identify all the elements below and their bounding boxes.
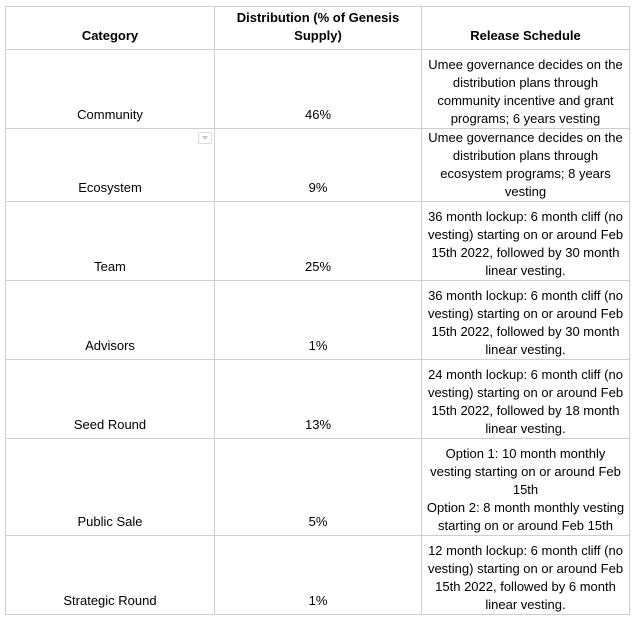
category-cell[interactable]: Seed Round xyxy=(6,360,215,439)
distribution-cell[interactable]: 13% xyxy=(215,360,422,439)
table-row xyxy=(6,439,630,536)
table-row xyxy=(6,536,630,615)
distribution-cell[interactable]: 1% xyxy=(215,281,422,360)
schedule-cell[interactable]: Umee governance decides on the distribution plans through community incentive and grant programs; 6 years vesting xyxy=(422,50,630,129)
table-row xyxy=(6,281,630,360)
schedule-cell[interactable]: 36 month lockup: 6 month cliff (no vesting) starting on or around Feb 15th 2022, followed by 30 month linear vesting. xyxy=(422,281,630,360)
schedule-cell[interactable]: 24 month lockup: 6 month cliff (no vesting) starting on or around Feb 15th 2022, followed by 18 month linear vesting. xyxy=(422,360,630,439)
dropdown-arrow-icon[interactable] xyxy=(198,132,212,144)
header-category[interactable]: Category xyxy=(6,7,215,50)
category-cell[interactable]: Advisors xyxy=(6,281,215,360)
table-row xyxy=(6,50,630,129)
distribution-cell[interactable]: 9% xyxy=(215,129,422,202)
schedule-cell[interactable]: 36 month lockup: 6 month cliff (no vesting) starting on or around Feb 15th 2022, followed by 30 month linear vesting. xyxy=(422,202,630,281)
header-distribution[interactable]: Distribution (% of Genesis Supply) xyxy=(215,7,422,50)
distribution-cell[interactable]: 5% xyxy=(215,439,422,536)
header-row xyxy=(6,7,630,50)
distribution-cell[interactable]: 1% xyxy=(215,536,422,615)
table-row xyxy=(6,360,630,439)
category-cell[interactable]: Strategic Round xyxy=(6,536,215,615)
header-schedule[interactable]: Release Schedule xyxy=(422,7,630,50)
token-distribution-table xyxy=(5,6,630,615)
schedule-cell[interactable]: 12 month lockup: 6 month cliff (no vesting) starting on or around Feb 15th 2022, followed by 6 month linear vesting. xyxy=(422,536,630,615)
category-cell[interactable] xyxy=(6,129,215,202)
distribution-cell[interactable]: 46% xyxy=(215,50,422,129)
category-cell[interactable]: Team xyxy=(6,202,215,281)
table-row xyxy=(6,202,630,281)
category-cell[interactable]: Public Sale xyxy=(6,439,215,536)
distribution-cell[interactable]: 25% xyxy=(215,202,422,281)
category-cell[interactable]: Community xyxy=(6,50,215,129)
schedule-cell[interactable]: Umee governance decides on the distribution plans through ecosystem programs; 8 years vesting xyxy=(422,129,630,202)
table-row xyxy=(6,129,630,202)
schedule-cell[interactable]: Option 1: 10 month monthly vesting starting on or around Feb 15th Option 2: 8 month monthly vesting starting on or around Feb 15th xyxy=(422,439,630,536)
category-text: Ecosystem xyxy=(78,180,142,195)
